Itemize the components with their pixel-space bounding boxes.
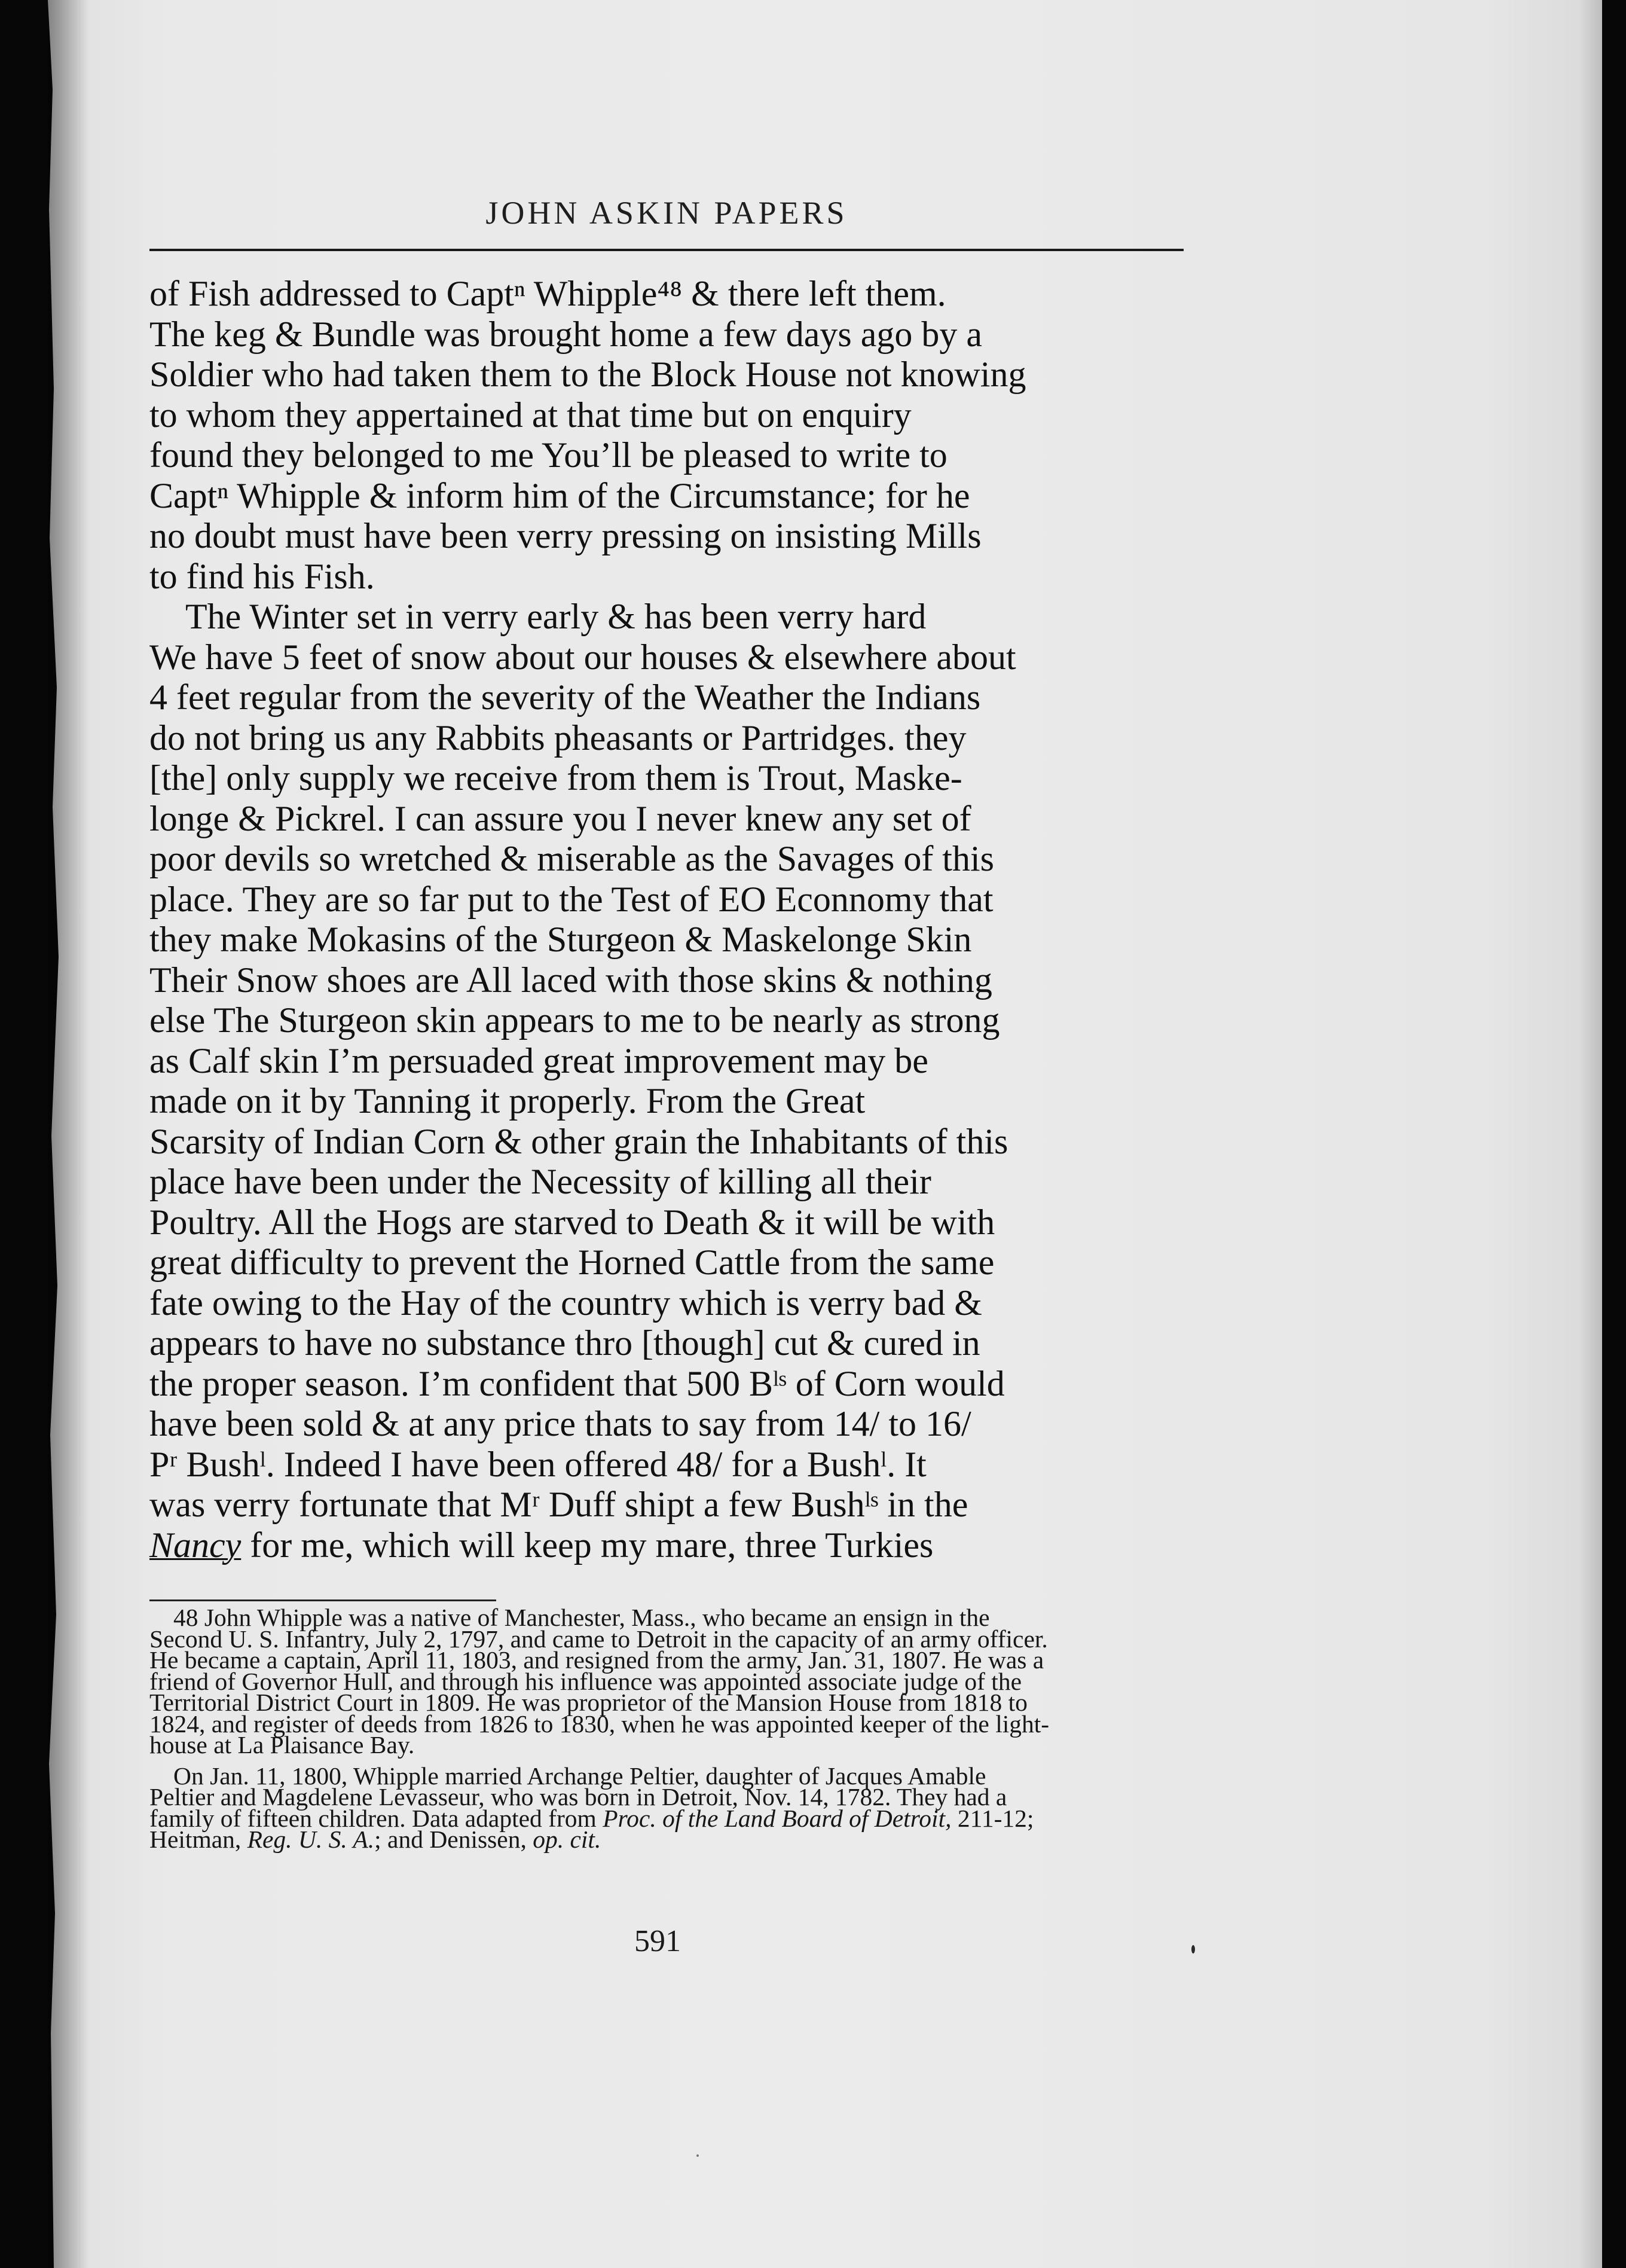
footnote-line: Territorial District Court in 1809. He was proprietor of the Mansion House from 1818 to	[149, 1689, 1028, 1716]
footnote-line: friend of Governor Hull, and through his influence was appointed associate judge of the	[149, 1667, 1022, 1695]
text-line-rest: for me, which will keep my mare, three Turkies	[241, 1525, 934, 1565]
text-line: The Winter set in verry early & has been verry hard	[185, 597, 927, 636]
text-line: else The Sturgeon skin appears to me to be nearly as strong	[149, 1000, 1000, 1040]
ship-name-italic: Nancy	[149, 1525, 242, 1565]
text-line: no doubt must have been verry pressing on insisting Mills	[149, 516, 982, 555]
text-line: place. They are so far put to the Test of EO Econnomy that	[149, 879, 994, 919]
text-line: was verry fortunate that Mʳ Duff shipt a few Bushˡˢ in the	[149, 1485, 968, 1524]
text-line: Poultry. All the Hogs are starved to Death & it will be with	[149, 1202, 995, 1242]
footnote-line: Second U. S. Infantry, July 2, 1797, and came to Detroit in the capacity of an army officer.	[149, 1625, 1048, 1653]
page-number: 591	[634, 1924, 681, 1958]
text-line: as Calf skin I’m persuaded great improvement may be	[149, 1040, 928, 1080]
footnote-line	[149, 1826, 1187, 1853]
running-header: JOHN ASKIN PAPERS	[485, 195, 848, 231]
text-line: Captⁿ Whipple & inform him of the Circumstance; for he	[149, 475, 970, 515]
text-line: [the] only supply we receive from them is Trout, Maske-	[149, 758, 962, 798]
text-line: We have 5 feet of snow about our houses & elsewhere about	[149, 637, 1016, 677]
text-line: The keg & Bundle was brought home a few days ago by a	[149, 314, 982, 354]
footnote-line: 48 John Whipple was a native of Manchester, Mass., who became an ensign in the	[173, 1604, 990, 1631]
text-line: appears to have no substance thro [though] cut & cured in	[149, 1323, 980, 1363]
text-line: to whom they appertained at that time but on enquiry	[149, 395, 912, 435]
footnote-line: On Jan. 11, 1800, Whipple married Archange Peltier, daughter of Jacques Amable	[173, 1762, 986, 1790]
text-line: great difficulty to prevent the Horned Cattle from the same	[149, 1243, 995, 1282]
text-line-last	[149, 1525, 1187, 1566]
text-line: fate owing to the Hay of the country which is verry bad &	[149, 1283, 982, 1323]
text-line: longe & Pickrel. I can assure you I never knew any set of	[149, 798, 971, 838]
footnote-line: Peltier and Magdelene Levasseur, who was born in Detroit, Nov. 14, 1782. They had a	[149, 1783, 1007, 1811]
footnote-rule	[149, 1599, 496, 1601]
text-line: Soldier who had taken them to the Block House not knowing	[149, 355, 1026, 394]
footnote-text: 211-12;	[951, 1804, 1034, 1832]
text-line: Scarsity of Indian Corn & other grain the Inhabitants of this	[149, 1121, 1008, 1161]
text-line: of Fish addressed to Captⁿ Whipple⁴⁸ & there left them.	[149, 274, 946, 313]
paper-speck	[696, 2154, 699, 2157]
text-line: do not bring us any Rabbits pheasants or Partridges. they	[149, 718, 967, 758]
footnote-text: ; and Denissen,	[374, 1826, 533, 1853]
citation-italic: Reg. U. S. A.	[247, 1826, 375, 1853]
page-edge-shadow	[48, 0, 90, 2268]
citation-italic: op. cit.	[533, 1826, 601, 1853]
footnote-text: family of fifteen children. Data adapted from	[149, 1804, 603, 1832]
text-line: Pʳ Bushˡ. Indeed I have been offered 48/ for a Bushˡ. It	[149, 1444, 927, 1484]
body-text	[149, 274, 1187, 1565]
header-rule	[149, 249, 1184, 251]
citation-italic: Proc. of the Land Board of Detroit,	[603, 1804, 952, 1832]
footnotes	[149, 1604, 1187, 1853]
paper-speck	[1191, 1945, 1195, 1953]
text-line: 4 feet regular from the severity of the Weather the Indians	[149, 677, 981, 717]
text-line: made on it by Tanning it properly. From the Great	[149, 1081, 866, 1121]
text-line: Their Snow shoes are All laced with those skins & nothing	[149, 960, 992, 1000]
footnote-text: Heitman,	[149, 1826, 247, 1853]
footnote-line: 1824, and register of deeds from 1826 to 1830, when he was appointed keeper of the light-	[149, 1710, 1050, 1738]
text-line: place have been under the Necessity of killing all their	[149, 1162, 931, 1201]
footnote-line: house at La Plaisance Bay.	[149, 1731, 415, 1759]
text-line: to find his Fish.	[149, 556, 375, 596]
text-line: poor devils so wretched & miserable as the Savages of this	[149, 839, 994, 878]
text-line: they make Mokasins of the Sturgeon & Maskelonge Skin	[149, 920, 972, 959]
footnote-line: He became a captain, April 11, 1803, and resigned from the army, Jan. 31, 1807. He was a	[149, 1646, 1044, 1674]
text-line: found they belonged to me You’ll be pleased to write to	[149, 435, 948, 475]
text-line: the proper season. I’m confident that 500 Bˡˢ of Corn would	[149, 1363, 1005, 1403]
text-line: have been sold & at any price thats to say from 14/ to 16/	[149, 1404, 971, 1443]
